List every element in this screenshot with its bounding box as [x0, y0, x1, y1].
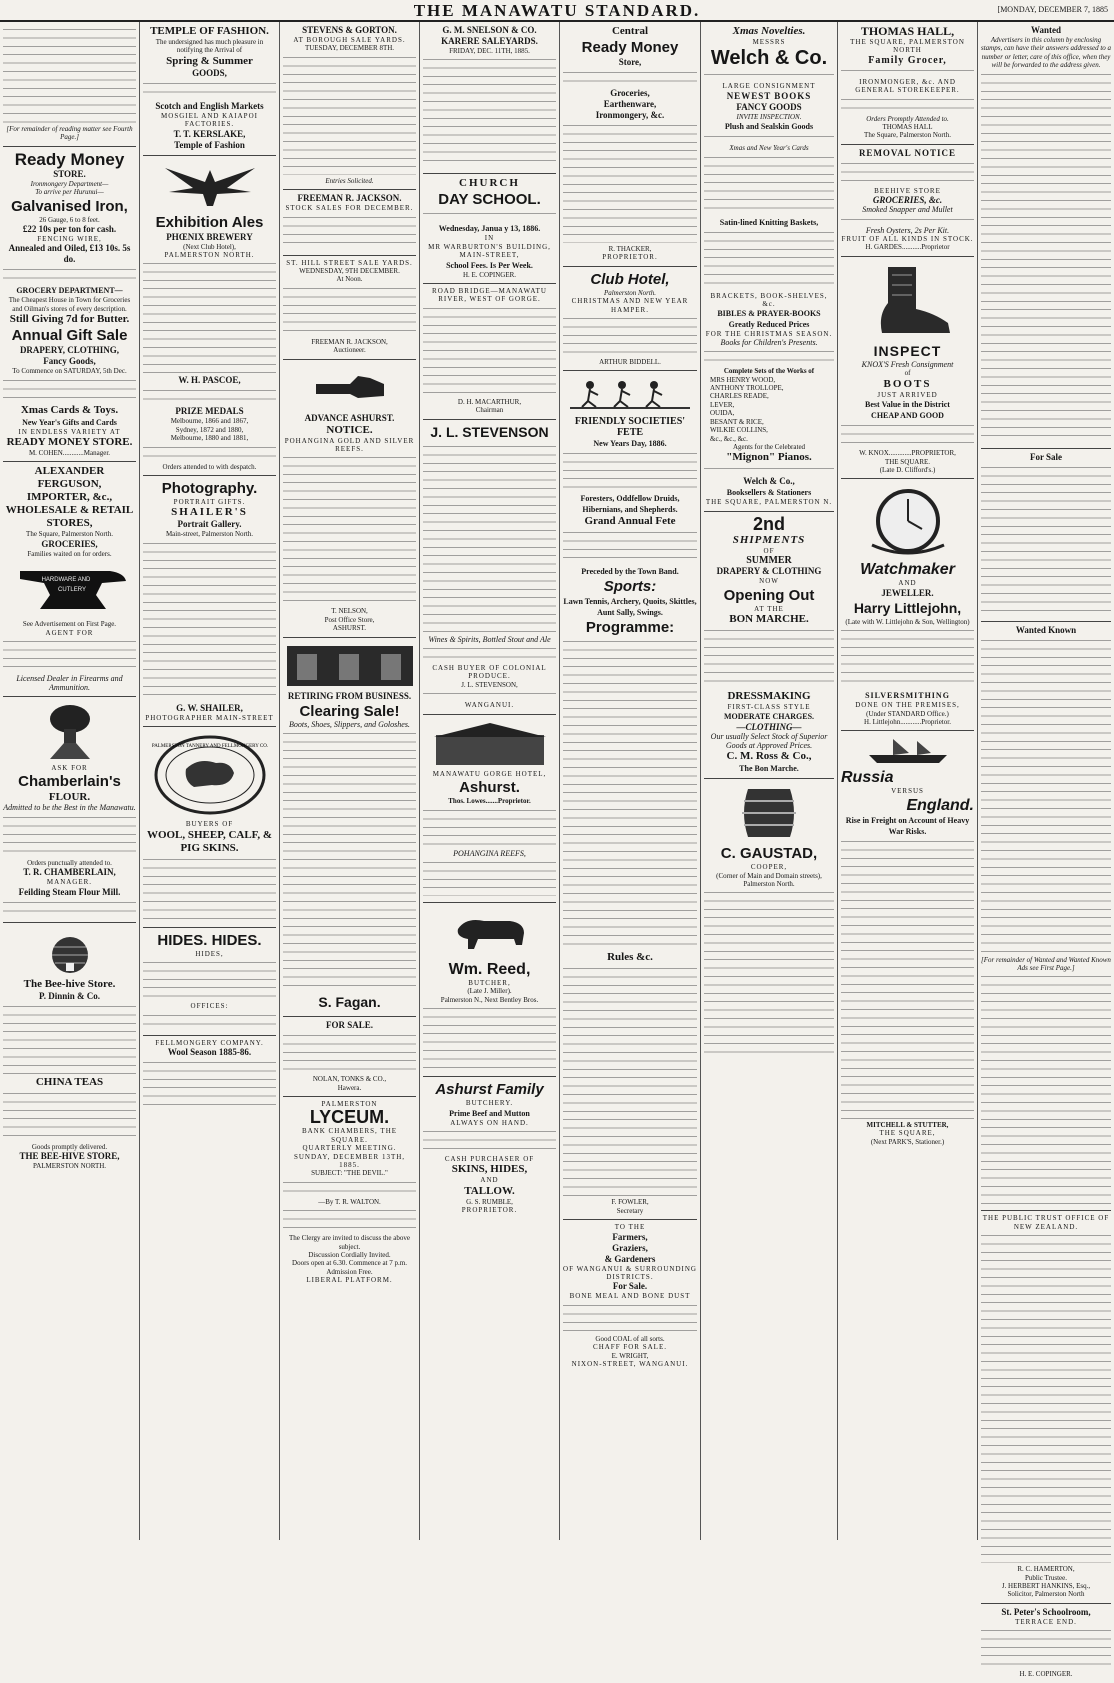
column-3: [280, 22, 420, 1540]
littlejohn-watchmaker-ad: Watchmaker AND JEWELLER. Harry Littlejohn, (Late with W. Littlejohn & Son, Wellington) SILVERSMITHING DONE ON THE PREMISES, (Under STANDARD Office.) H. Littlejohn............Proprietor.: [841, 479, 974, 731]
road-bridge-tender-ad: ROAD BRIDGE—MANAWATU RIVER, WEST OF GORGE. D. H. MACARTHUR, Chairman: [423, 284, 556, 420]
snelson-saleyards-ad: G. M. SNELSON & CO. KARERE SALEYARDS. FRIDAY, DEC. 11TH, 1885.: [423, 22, 556, 174]
svg-text:CUTLERY: CUTLERY: [57, 587, 86, 594]
phoenix-bird-illustration: [155, 162, 265, 210]
barrel-illustration: [734, 785, 804, 841]
column-8: [978, 22, 1114, 1679]
beehive-store-ad: The Bee-hive Store. P. Dinnin & Co. CHINA TEAS Goods promptly delivered. THE BEE-HIVE STORE, PALMERSTON NORTH.: [3, 923, 136, 1175]
column-5: [560, 22, 701, 1540]
tannery-ad: PALMERSTON TANNERY AND FELLMONGERY CO. BUYERS OF WOOL, SHEEP, CALF, & PIG SKINS.: [143, 727, 276, 927]
nolan-tonks-for-sale-ad: FOR SALE. NOLAN, TONKS & CO., Hawera.: [283, 1017, 416, 1097]
reading-matter-note: [For remainder of reading matter see Fourth Page.]: [6, 125, 133, 142]
church-day-school-ad: CHURCH DAY SCHOOL. Wednesday, Janua y 13, 1886. IN MR WARBURTON'S BUILDING, MAIN-STREET, School Fees. Is Per Week. H. E. COPINGER.: [423, 174, 556, 284]
issue-date: [MONDAY, DECEMBER 7, 1885: [997, 5, 1108, 14]
boot-illustration: [858, 263, 958, 339]
club-hotel-ad: Club Hotel, Palmerston North. CHRISTMAS AND NEW YEAR HAMPER. ARTHUR BIDDELL.: [563, 267, 697, 372]
wheat-sheaf-illustration: [40, 703, 100, 761]
column-6: [701, 22, 838, 1540]
advance-ashurst-ad: ADVANCE ASHURST. NOTICE. POHANGINA GOLD AND SILVER REEFS. T. NELSON, Post Office Store, ASHURST.: [283, 360, 416, 638]
hotel-building-engraving: [430, 721, 550, 767]
fellmongery-ad: FELLMONGERY COMPANY. Wool Season 1885-86.: [143, 1036, 276, 1114]
wright-farmers-ad: TO THE Farmers, Graziers, & Gardeners OF WANGANUI & SURROUNDING DISTRICTS. For Sale. BONE MEAL AND BONE DUST Good COAL of all sorts. CHAFF FOR SALE. E. WRIGHT, NIXON-STREET, WANGANUI.: [563, 1223, 697, 1369]
chamberlain-flour-ad: ASK FOR Chamberlain's FLOUR. Admitted to be the Best in the Manawatu. Orders punctually attended to. T. R. CHAMBERLAIN, MANAGER. Feilding Steam Flour Mill.: [3, 697, 136, 923]
mitchell-stutter-ad: Russia VERSUS England. Rise in Freight on Account of Heavy War Risks. MITCHELL & STUTTER, THE SQUARE, (Next PARK'S, Stationer.): [841, 731, 974, 1150]
emblem-lettering: PALMERSTON TANNERY AND FELLMONGERY CO.: [151, 744, 268, 750]
column-7: [838, 22, 978, 1540]
st-hill-sale-yards-ad: ST. HILL STREET SALE YARDS. WEDNESDAY, 9TH DECEMBER. At Noon. FREEMAN R. JACKSON, Auctioneer.: [283, 256, 416, 360]
storefront-engraving: [285, 644, 415, 688]
alexander-ferguson-ad: ALEXANDER FERGUSON, IMPORTER, &c., WHOLESALE & RETAIL STORES, The Square, Palmerston North. GROCERIES, Families waited on for orders. HARDWARE AND CUTLERY See Advertisement on First Page. AGENT FOR Licensed Dealer in Firearms and Ammunition.: [3, 462, 136, 696]
columns: [0, 22, 1114, 1679]
svg-text:HARDWARE AND: HARDWARE AND: [41, 577, 90, 584]
runners-engraving: [570, 377, 690, 413]
wanted-section: Wanted Advertisers in this column by enclosing stamps, can have their answers addressed to a number or letter, care of this office, when they will be forwarded to the address given.: [981, 22, 1111, 449]
newspaper-title: THE MANAWATU STANDARD.: [413, 1, 701, 20]
st-peters-schoolroom-notice: St. Peter's Schoolroom, TERRACE END. H. E. COPINGER.: [981, 1604, 1111, 1683]
lyceum-ad: PALMERSTON LYCEUM. BANK CHAMBERS, THE SQUARE. QUARTERLY MEETING. SUNDAY, DECEMBER 13TH, 1885. SUBJECT: "THE DEVIL." —By T. R. WALTON. The Clergy are invited to discuss the above subject. Discussion Cordially Invited. Doors open at 6.30. Commence at 7 p.m. Admission Free. LIBERAL PLATFORM.: [283, 1097, 416, 1289]
bull-illustration: [450, 909, 530, 957]
wanted-known-section: Wanted Known [For remainder of Wanted and Wanted Known Ads see First Page.]: [981, 622, 1111, 1212]
shailer-photography-ad: Photography. PORTRAIT GIFTS. SHAILER'S Portrait Gallery. Main-street, Palmerston North. G. W. SHAILER, PHOTOGRAPHER MAIN-STREET: [143, 476, 276, 727]
central-ready-money-ad: Central Ready Money Store, Groceries, Earthenware, Ironmongery, &c. R. THACKER, PROPRIETOR.: [563, 22, 697, 267]
hides-ad: HIDES. HIDES. HIDES, OFFICES:: [143, 928, 276, 1036]
exhibition-ales-ad: Exhibition Ales PHŒNIX BREWERY (Next Club Hotel), PALMERSTON NORTH. W. H. PASCOE, PRIZE MEDALS Melbourne, 1866 and 1867, Sydney, 1872 and 1880, Melbourne, 1880 and 1881, Orders attended to with despatch.: [143, 156, 276, 476]
welch-novelties-ad: Xmas Novelties. MESSRS Welch & Co. LARGE CONSIGNMENT NEWEST BOOKS FANCY GOODS INVITE INSPECTION. Plush and Sealskin Goods Xmas and New Year's Cards Satin-lined Knitting Baskets, BRACKETS, BOOK-SHELVES, &c. BIBLES & PRAYER-BOOKS Greatly Reduced Prices FOR THE CHRISTMAS SEASON. Books for Children's Presents. Complete Sets of the Works of MRS HENRY WOOD, ANTHONY TROLLOPE, CHARLES READE, LEVER, OUIDA, BESANT & RICE, WILKIE COLLINS, &c., &c., &c. Agents for the Celebrated "Mignon" Pianos. Welch & Co., Booksellers & Stationers THE SQUARE, PALMERSTON N.: [704, 22, 834, 512]
author-list: MRS HENRY WOOD, ANTHONY TROLLOPE, CHARLES READE, LEVER, OUIDA, BESANT & RICE, WILKIE COLLINS, &c., &c., &c.: [710, 375, 784, 443]
stock-notice: [3, 22, 136, 147]
pointing-hand-illustration: [310, 366, 390, 410]
bon-marche-ad: 2nd SHIPMENTS OF SUMMER DRAPERY & CLOTHING NOW Opening Out AT THE BON MARCHE. DRESSMAKING FIRST-CLASS STYLE MODERATE CHARGES. —CLOTHING— Our usually Select Stock of Superior Goods at Approved Prices. C. M. Ross & Co., The Bon Marche.: [704, 512, 834, 779]
masthead: [0, 0, 1114, 22]
thomas-hall-ad: THOMAS HALL, THE SQUARE, PALMERSTON NORTH Family Grocer, IRONMONGER, &c. AND GENERAL STOREKEEPER. Orders Promptly Attended to. THOMAS HALL The Square, Palmerston North.: [841, 22, 974, 145]
anvil-illustration: [10, 561, 130, 617]
gorge-hotel-ad: MANAWATU GORGE HOTEL, Ashurst. Thos. Lowes.......Proprietor. POHANGINA REEFS,: [423, 715, 556, 903]
clock-illustration: [858, 485, 958, 557]
beehive-illustration: [46, 929, 94, 975]
temple-of-fashion-ad: TEMPLE OF FASHION. The undersigned has much pleasure in notifying the Arrival of Spring & Summer GOODS, Scotch and English Markets MOSGIEL AND KAIAPOI FACTORIES. T. T. KERSLAKE, Temple of Fashion: [143, 22, 276, 156]
for-sale-section: For Sale: [981, 449, 1111, 622]
gaustad-cooper-ad: C. GAUSTAD, COOPER, (Corner of Main and Domain streets), Palmerston North.: [704, 779, 834, 1066]
column-1: [0, 22, 140, 1540]
ready-money-store-ad: Ready Money STORE. Ironmongery Department— To arrive per Hurunui— Galvanised Iron, 26 Gauge, 6 to 8 feet. £22 10s per ton for cash. FENCING WIRE, Annealed and Oiled, £13 10s. 5s do. GROCERY DEPARTMENT— The Cheapest House in Town for Groceries and Oilman's stores of every description. Still Giving 7d for Butter. Annual Gift Sale DRAPERY, CLOTHING, Fancy Goods, To Commence on SATURDAY, 5th Dec. Xmas Cards & Toys. New Year's Gifts and Cards IN ENDLESS VARIETY AT READY MONEY STORE. M. COHEN............Manager.: [3, 147, 136, 463]
ashurst-butchery-ad: Ashurst Family BUTCHERY. Prime Beef and Mutton ALWAYS ON HAND. CASH PURCHASER OF SKINS, HIDES, AND TALLOW. G. S. RUMBLE, PROPRIETOR.: [423, 1077, 556, 1218]
ad-heading: Ready Money: [14, 149, 125, 169]
stevens-gorton-ad: STEVENS & GORTON. AT BOROUGH SALE YARDS. TUESDAY, DECEMBER 8TH. Entries Solicited.: [283, 22, 416, 190]
column-4: [420, 22, 560, 1540]
jackson-stock-sales: FREEMAN R. JACKSON. STOCK SALES FOR DECEMBER.: [283, 190, 416, 255]
public-trust-notice: THE PUBLIC TRUST OFFICE OF NEW ZEALAND. R. C. HAMERTON, Public Trustee. J. HERBERT HANKINS, Esq., Solicitor, Palmerston North: [981, 1211, 1111, 1603]
column-2: [140, 22, 280, 1540]
gardes-removal-notice: REMOVAL NOTICE BEEHIVE STORE GROCERIES, &c. Smoked Snapper and Mullet Fresh Oysters, 2s Per Kit. FRUIT OF ALL KINDS IN STOCK. H. GARDES...........Proprietor: [841, 145, 974, 257]
clearing-sale-ad: RETIRING FROM BUSINESS. Clearing Sale! Boots, Shoes, Slippers, and Goloshes. S. Fagan.: [283, 638, 416, 1017]
ship-illustration: [863, 737, 953, 765]
tannery-ram-emblem: [150, 733, 270, 817]
knox-boots-ad: INSPECT KNOX'S Fresh Consignment of BOOTS JUST ARRIVED Best Value in the District CHEAP AND GOOD W. KNOX.............PROPRIETOR, THE SQUARE. (Late D. Clifford's.): [841, 257, 974, 479]
friendly-societies-fete-ad: FRIENDLY SOCIETIES' FETE New Years Day, 1886. Foresters, Oddfellow Druids, Hibernians, and Shepherds. Grand Annual Fete Preceded by the Town Band. Sports: Lawn Tennis, Archery, Quoits, Skittles, Aunt Sally, Swings. Programme: Rules &c. F. FOWLER, Secretary: [563, 371, 697, 1220]
reed-butcher-ad: Wm. Reed, BUTCHER, (Late J. Miller). Palmerston N., Next Bentley Bros.: [423, 903, 556, 1077]
stevenson-ad: J. L. STEVENSON Wines & Spirits, Bottled Stout and Ale CASH BUYER OF COLONIAL PRODUCE. J. L. STEVENSON, WANGANUI.: [423, 420, 556, 715]
